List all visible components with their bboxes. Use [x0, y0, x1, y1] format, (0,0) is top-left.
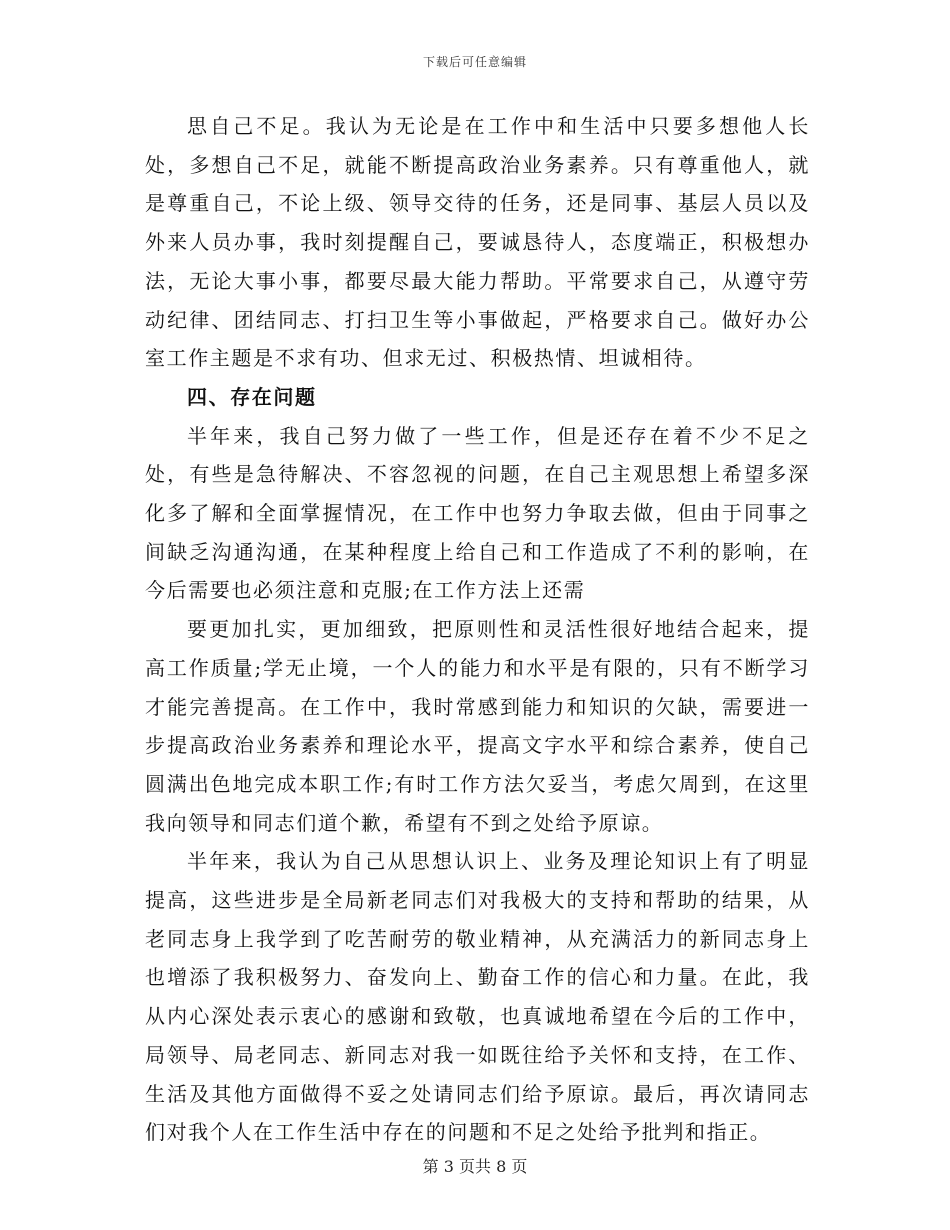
page-header-note: 下载后可任意编辑: [422, 55, 527, 69]
paragraph-4: 半年来，我认为自己从思想认识上、业务及理论知识上有了明显提高，这些进步是全局新老同志们对我极大的支持和帮助的结果，从老同志身上我学到了吃苦耐劳的敬业精神，从充满活力的新同志身上也增添了我积极努力、奋发向上、勤奋工作的信心和力量。在此，我从内心深处表示衷心的感谢和致敬，也真诚地希望在今后的工作中，局领导、局老同志、新同志对我一如既往给予关怀和支持，在工作、生活及其他方面做得不妥之处请同志们给予原谅。最后，再次请同志们对我个人在工作生活中存在的问题和不足之处给予批判和指正。: [145, 849, 810, 1145]
page-number: 第 3 页共 8 页: [422, 1157, 528, 1176]
paragraph-1: 思自己不足。我认为无论是在工作中和生活中只要多想他人长处，多想自己不足，就能不断提高政治业务素养。只有尊重他人，就是尊重自己，不论上级、领导交待的任务，还是同事、基层人员以及外来人员办事，我时刻提醒自己，要诚恳待人，态度端正，积极想办法，无论大事小事，都要尽最大能力帮助。平常要求自己，从遵守劳动纪律、团结同志、打扫卫生等小事做起，严格要求自己。做好办公室工作主题是不求有功、但求无过、积极热情、坦诚相待。: [145, 114, 810, 371]
paragraph-2: 半年来，我自己努力做了一些工作，但是还存在着不少不足之处，有些是急待解决、不容忽视的问题，在自己主观思想上希望多深化多了解和全面掌握情况，在工作中也努力争取去做，但由于同事之间缺乏沟通沟通，在某种程度上给自己和工作造成了不利的影响，在今后需要也必须注意和克服;在工作方法上还需: [145, 423, 810, 603]
section-heading: 四、存在问题: [187, 384, 317, 409]
document-body: [145, 107, 810, 1152]
paragraph-3: 要更加扎实，更加细致，把原则性和灵活性很好地结合起来，提高工作质量;学无止境，一个人的能力和水平是有限的，只有不断学习才能完善提高。在工作中，我时常感到能力和知识的欠缺，需要进一步提高政治业务素养和理论水平，提高文字水平和综合素养，使自己圆满出色地完成本职工作;有时工作方法欠妥当，考虑欠周到，在这里我向领导和同志们道个歉，希望有不到之处给予原谅。: [145, 617, 810, 835]
